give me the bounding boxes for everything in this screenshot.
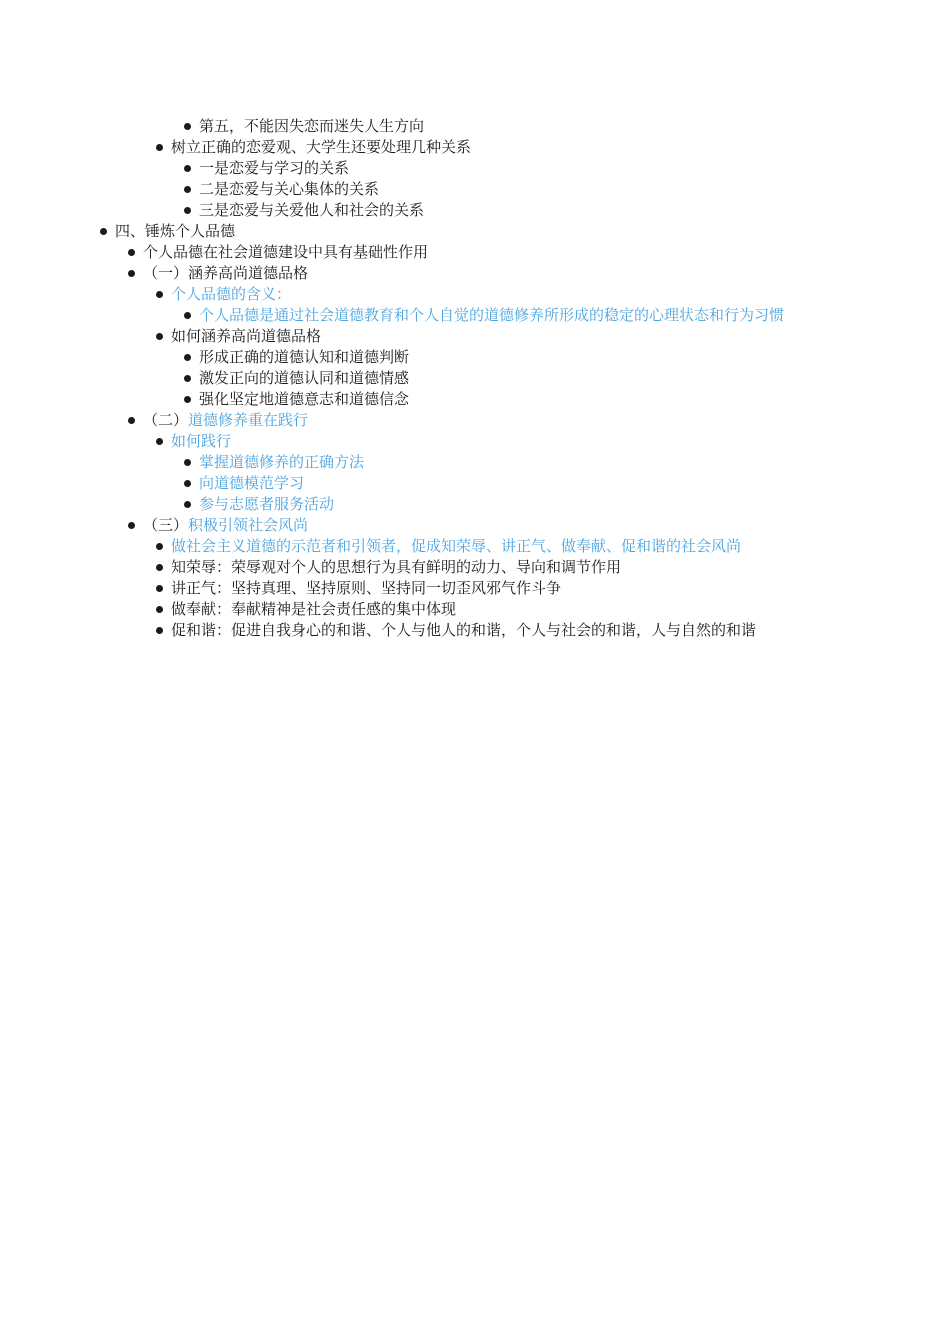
outline-item-label: 形成正确的道德认知和道德判断 — [199, 348, 410, 366]
outline-item-level-4 — [0, 389, 950, 410]
outline-item-level-3 — [0, 326, 950, 347]
outline-item-text — [171, 536, 741, 557]
outline-item-label: 个人品德在社会道德建设中具有基础性作用 — [143, 243, 429, 261]
bullet-dot-icon — [184, 123, 191, 130]
outline-item-label: 树立正确的恋爱观、大学生还要处理几种关系 — [171, 138, 472, 156]
outline-item-text — [199, 200, 424, 221]
outline-item-level-3 — [0, 431, 950, 452]
outline-item-level-3 — [0, 620, 950, 641]
outline-item-label: 向道德模范学习 — [199, 474, 305, 492]
outline-item-level-3 — [0, 137, 950, 158]
outline-item-level-4 — [0, 158, 950, 179]
outline-item-level-2 — [0, 410, 950, 431]
outline-item-level-4 — [0, 473, 950, 494]
outline-item-label: 做奉献：奉献精神是社会责任感的集中体现 — [171, 600, 457, 618]
bullet-dot-icon — [184, 396, 191, 403]
outline-item-label: 做社会主义道德的示范者和引领者，促成知荣辱、讲正气、做奉献、促和谐的社会风尚 — [171, 537, 742, 555]
outline-item-text — [171, 620, 756, 641]
bullet-dot-icon — [184, 207, 191, 214]
outline-item-level-3 — [0, 284, 950, 305]
outline-item-level-4 — [0, 116, 950, 137]
outline-item-text — [199, 452, 364, 473]
outline-item-prefix: （二） — [143, 411, 189, 429]
bullet-dot-icon — [128, 249, 135, 256]
outline-item-level-3 — [0, 557, 950, 578]
bullet-dot-icon — [128, 270, 135, 277]
outline-item-level-2 — [0, 263, 950, 284]
outline-item-label: 涵养高尚道德品格 — [188, 264, 309, 282]
outline-item-level-3 — [0, 578, 950, 599]
outline-item-level-4 — [0, 305, 950, 326]
bullet-dot-icon — [100, 228, 107, 235]
outline-item-label: 参与志愿者服务活动 — [199, 495, 335, 513]
outline-item-text — [199, 389, 409, 410]
outline-item-label: 激发正向的道德认同和道德情感 — [199, 369, 410, 387]
bullet-dot-icon — [184, 165, 191, 172]
outline-item-label: 促和谐：促进自我身心的和谐、个人与他人的和谐，个人与社会的和谐，人与自然的和谐 — [171, 621, 757, 639]
outline-item-text — [115, 221, 235, 242]
bullet-dot-icon — [184, 501, 191, 508]
outline-item-text — [199, 347, 409, 368]
outline-item-text — [199, 158, 349, 179]
outline-item-text — [171, 578, 561, 599]
outline-item-text — [199, 473, 304, 494]
bullet-dot-icon — [156, 606, 163, 613]
bullet-dot-icon — [156, 585, 163, 592]
outline-item-level-4 — [0, 179, 950, 200]
bullet-dot-icon — [156, 627, 163, 634]
outline-item-label: 如何涵养高尚道德品格 — [171, 327, 322, 345]
outline-item-level-4 — [0, 494, 950, 515]
bullet-dot-icon — [128, 522, 135, 529]
outline-item-label: 二是恋爱与关心集体的关系 — [199, 180, 380, 198]
bullet-dot-icon — [184, 480, 191, 487]
outline-item-text — [171, 431, 231, 452]
outline-item-label: 四、锤炼个人品德 — [115, 222, 236, 240]
outline-list — [0, 116, 950, 641]
outline-item-text — [199, 368, 409, 389]
outline-item-level-4 — [0, 200, 950, 221]
bullet-dot-icon — [156, 543, 163, 550]
bullet-dot-icon — [184, 354, 191, 361]
outline-item-label: 掌握道德修养的正确方法 — [199, 453, 365, 471]
bullet-dot-icon — [184, 186, 191, 193]
outline-item-label: 讲正气：坚持真理、坚持原则、坚持同一切歪风邪气作斗争 — [171, 579, 562, 597]
outline-item-text — [171, 326, 321, 347]
outline-item-level-4 — [0, 347, 950, 368]
bullet-dot-icon — [184, 375, 191, 382]
outline-item-text — [199, 116, 424, 137]
outline-item-label: 知荣辱：荣辱观对个人的思想行为具有鲜明的动力、导向和调节作用 — [171, 558, 622, 576]
bullet-dot-icon — [184, 312, 191, 319]
outline-item-text — [143, 515, 308, 536]
outline-item-level-2 — [0, 515, 950, 536]
outline-item-text — [171, 284, 291, 305]
outline-item-text — [143, 410, 308, 431]
bullet-dot-icon — [156, 144, 163, 151]
outline-item-level-3 — [0, 599, 950, 620]
outline-item-level-4 — [0, 368, 950, 389]
outline-item-label: 个人品德是通过社会道德教育和个人自觉的道德修养所形成的稳定的心理状态和行为习惯 — [199, 306, 785, 324]
outline-item-text — [171, 599, 456, 620]
outline-item-text — [143, 242, 428, 263]
bullet-dot-icon — [156, 564, 163, 571]
outline-item-level-2 — [0, 242, 950, 263]
outline-item-text — [199, 494, 334, 515]
outline-item-level-1 — [0, 221, 950, 242]
outline-item-label: 个人品德的含义： — [171, 285, 292, 303]
outline-item-prefix: （三） — [143, 516, 189, 534]
bullet-dot-icon — [156, 291, 163, 298]
outline-item-label: 三是恋爱与关爱他人和社会的关系 — [199, 201, 425, 219]
outline-item-level-3 — [0, 536, 950, 557]
outline-item-label: 一是恋爱与学习的关系 — [199, 159, 350, 177]
bullet-dot-icon — [184, 459, 191, 466]
bullet-dot-icon — [156, 333, 163, 340]
outline-item-label: 强化坚定地道德意志和道德信念 — [199, 390, 410, 408]
outline-item-label: 如何践行 — [171, 432, 232, 450]
outline-item-level-4 — [0, 452, 950, 473]
outline-item-prefix: （一） — [143, 264, 189, 282]
outline-item-text — [143, 263, 308, 284]
outline-item-label: 道德修养重在践行 — [188, 411, 309, 429]
outline-item-label: 第五，不能因失恋而迷失人生方向 — [199, 117, 425, 135]
outline-item-label: 积极引领社会风尚 — [188, 516, 309, 534]
outline-item-text — [171, 557, 621, 578]
outline-item-text — [199, 179, 379, 200]
outline-item-text — [199, 305, 784, 326]
bullet-dot-icon — [156, 438, 163, 445]
bullet-dot-icon — [128, 417, 135, 424]
outline-item-text — [171, 137, 471, 158]
